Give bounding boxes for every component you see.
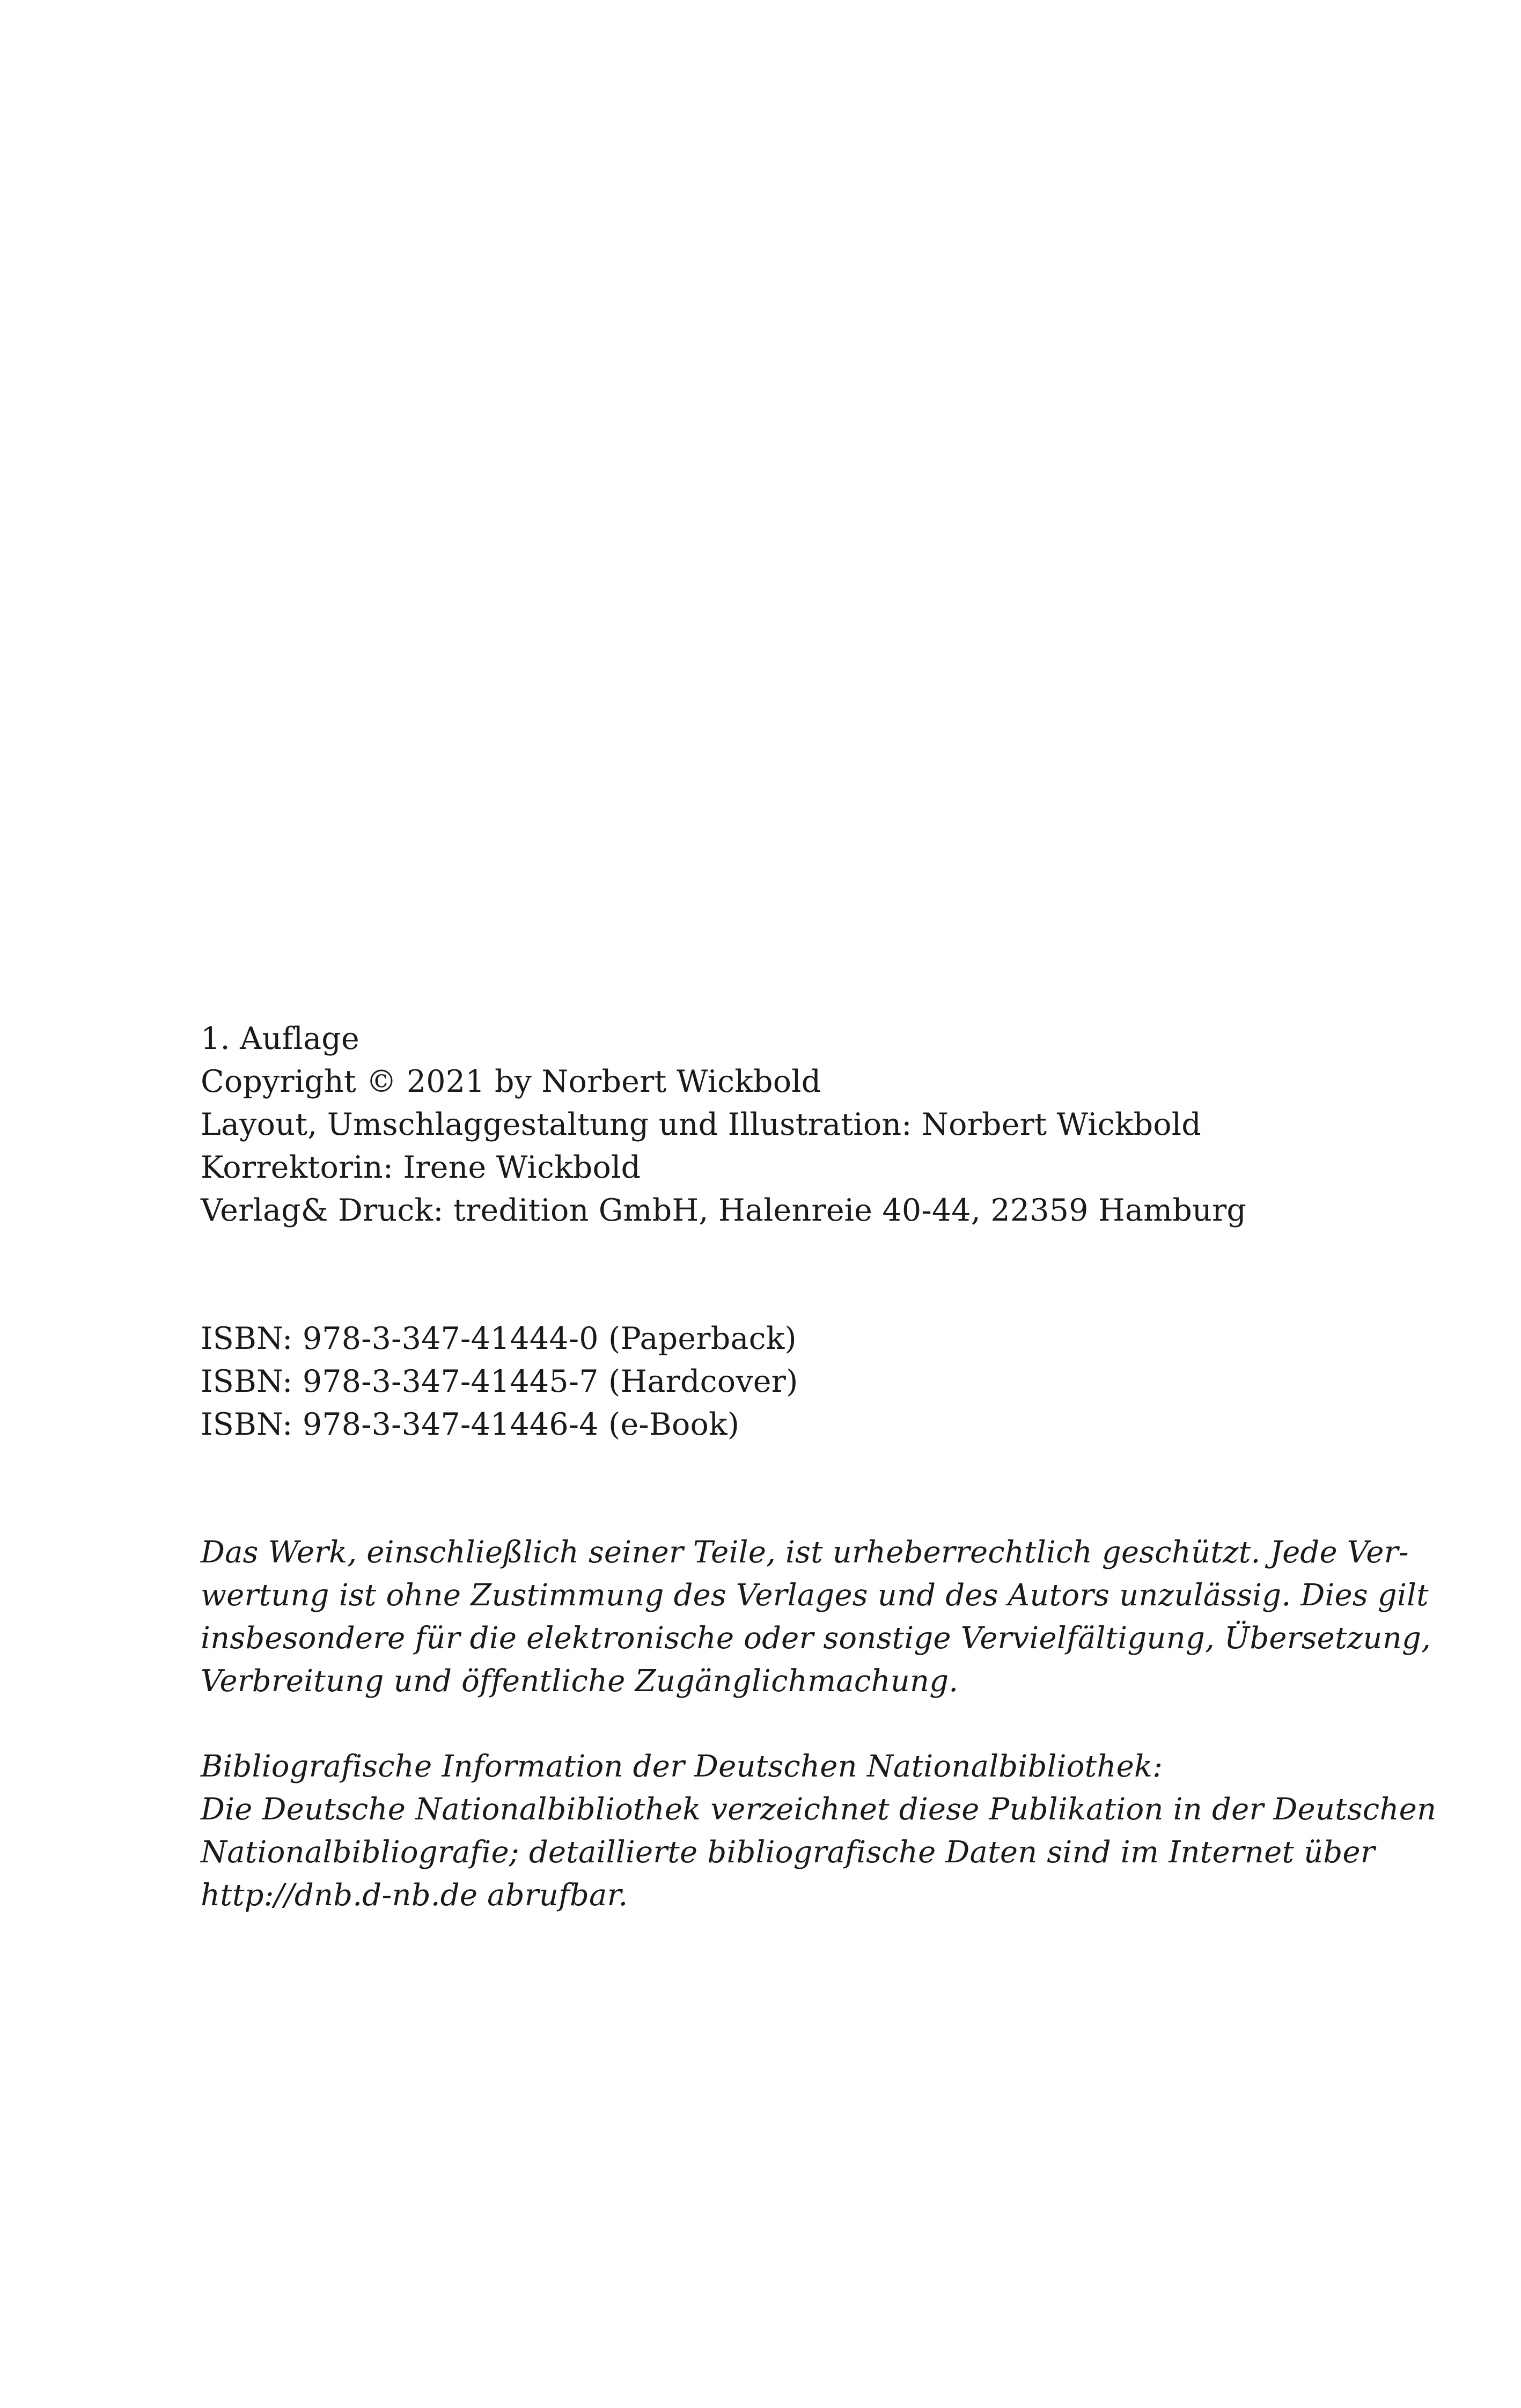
dnb-notice (201, 1745, 1437, 1917)
dnb-url-line: http://dnb.d-nb.de abrufbar. (201, 1878, 628, 1913)
isbn-hardcover: ISBN: 978-3-347-41445-7 (Hardcover) (201, 1364, 798, 1399)
rights-notice-line: insbesondere für die elektronische oder sonstige Vervielfältigung, Übersetzung, (201, 1621, 1431, 1656)
isbn-block (201, 1317, 1327, 1446)
edition-line: 1. Auflage (201, 1021, 359, 1056)
isbn-ebook: ISBN: 978-3-347-41446-4 (e-Book) (201, 1407, 740, 1442)
isbn-paperback: ISBN: 978-3-347-41444-0 (Paperback) (201, 1321, 797, 1356)
copyright-line: Copyright © 2021 by Norbert Wickbold (201, 1064, 821, 1099)
publisher-line: Verlag& Druck: tredition GmbH, Halenreie 40-44, 22359 Hamburg (201, 1193, 1247, 1228)
layout-credit-line: Layout, Umschlaggestaltung und Illustration: Norbert Wickbold (201, 1107, 1201, 1142)
rights-notice-line: wertung ist ohne Zustimmung des Verlages und des Autors unzulässig. Dies gilt (201, 1578, 1429, 1613)
proofreader-line: Korrektorin: Irene Wickbold (201, 1150, 641, 1185)
dnb-notice-line: Nationalbibliografie; detaillierte bibliografische Daten sind im Internet über (201, 1835, 1375, 1870)
imprint-block (201, 1017, 1327, 1232)
rights-notice-line: Verbreitung und öffentliche Zugänglichmachung. (201, 1664, 959, 1699)
dnb-notice-line: Die Deutsche Nationalbibliothek verzeichnet diese Publikation in der Deutschen (201, 1792, 1437, 1827)
rights-notice-line: Das Werk, einschließlich seiner Teile, ist urheberrechtlich geschützt. Jede Ver- (201, 1535, 1409, 1570)
dnb-notice-line: Bibliografische Information der Deutschen Nationalbibliothek: (201, 1749, 1163, 1784)
rights-notice (201, 1531, 1431, 1703)
